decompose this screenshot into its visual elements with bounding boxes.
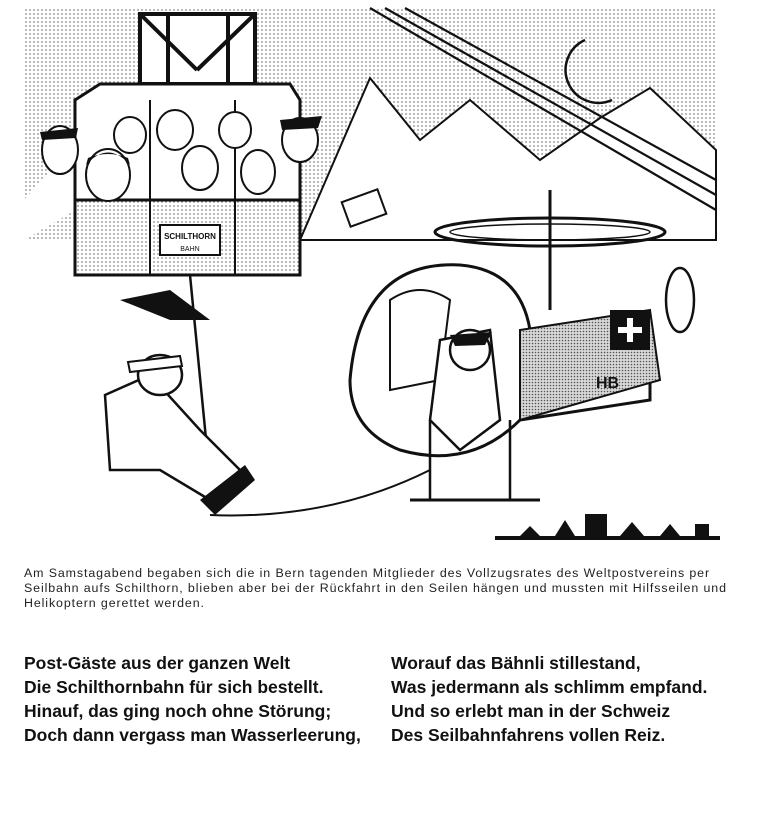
cable-car-cabin: [40, 84, 322, 275]
caption-text: Am Samstagabend begaben sich die in Bern tagenden Mitglieder des Vollzugsrates des Weltpostvereins per Seilbahn aufs Schilthorn, blieben aber bei der Rückfahrt in den Seilen hängen und mussten mit Hilfsseilen und Helikoptern gerettet werden.: [24, 566, 727, 610]
verse-line: Post-Gäste aus der ganzen Welt: [24, 653, 291, 673]
verse-right-column: [391, 653, 736, 749]
cabin-hanger: [140, 14, 255, 84]
village-silhouette: [495, 514, 720, 540]
verse-line: Des Seilbahnfahrens vollen Reiz.: [391, 725, 666, 745]
verse-line: Worauf das Bähnli stillestand,: [391, 653, 641, 673]
heli-registration: HB: [596, 375, 620, 392]
verse-line: Und so erlebt man in der Schweiz: [391, 701, 671, 721]
verse-line: Die Schilthornbahn für sich bestellt.: [24, 677, 324, 697]
verse-left-column: [24, 653, 369, 749]
verse-line: Hinauf, das ging noch ohne Störung;: [24, 701, 332, 721]
hanging-man: [105, 275, 255, 515]
cabin-sign-line1: SCHILTHORN: [164, 232, 216, 241]
verse-line: Was jedermann als schlimm empfand.: [391, 677, 708, 697]
verse-line: Doch dann vergass man Wasserleerung,: [24, 725, 361, 745]
cabin-sign-line2: BAHN: [180, 246, 200, 253]
